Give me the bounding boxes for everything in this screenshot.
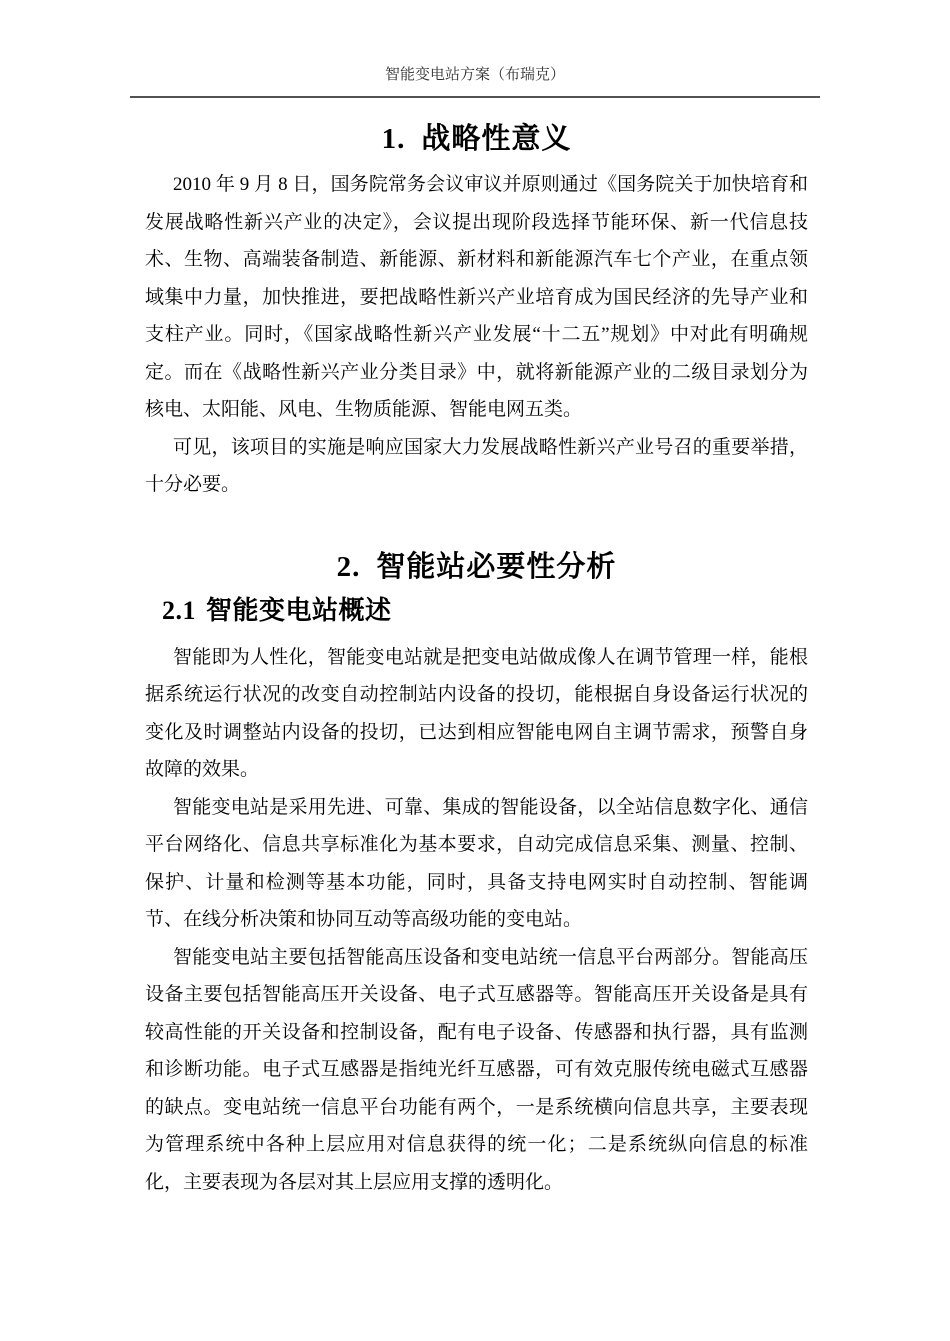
subsection-2-1-paragraph-1: 智能即为人性化，智能变电站就是把变电站做成像人在调节管理一样，能根据系统运行状况的改变自动控制站内设备的投切，能根据自身设备运行状况的变化及时调整站内设备的投切，已达到相应智能电网自主调节需求，预警自身故障的效果。 [145, 646, 808, 781]
subsection-2-1-title: 智能变电站概述 [206, 595, 392, 625]
section-1-heading [145, 123, 808, 156]
header-title: 智能变电站方案（布瑞克） [384, 67, 565, 83]
subsection-2-1-heading [162, 596, 808, 626]
section-2-heading [145, 551, 808, 584]
section-1-paragraph-1: 2010 年 9 月 8 日，国务院常务会议审议并原则通过《国务院关于加快培育和发展战略性新兴产业的决定》，会议提出现阶段选择节能环保、新一代信息技术、生物、高端装备制造、新能源、新材料和新能源汽车七个产业，在重点领域集中力量，加快推进，要把战略性新兴产业培育成为国民经济的先导产业和支柱产业。同时，《国家战略性新兴产业发展“十二五”规划》中对此有明确规定。而在《战略性新兴产业分类目录》中，就将新能源产业的二级目录划分为核电、太阳能、风电、生物质能源、智能电网五类。 [145, 174, 808, 421]
section-1-paragraph-2: 可见，该项目的实施是响应国家大力发展战略性新兴产业号召的重要举措，十分必要。 [145, 436, 808, 496]
section-1-number: 1. [381, 122, 406, 155]
section-2-number: 2. [336, 550, 361, 583]
subsection-2-1-paragraph-3: 智能变电站主要包括智能高压设备和变电站统一信息平台两部分。智能高压设备主要包括智能高压开关设备、电子式互感器等。智能高压开关设备是具有较高性能的开关设备和控制设备，配有电子设备、传感器和执行器，具有监测和诊断功能。电子式互感器是指纯光纤互感器，可有效克服传统电磁式互感器的缺点。变电站统一信息平台功能有两个，一是系统横向信息共享，主要表现为管理系统中各种上层应用对信息获得的统一化；二是系统纵向信息的标准化，主要表现为各层对其上层应用支撑的透明化。 [145, 946, 808, 1193]
page-header [130, 66, 820, 98]
section-2-title: 智能站必要性分析 [376, 550, 617, 583]
subsection-2-1-paragraph-2: 智能变电站是采用先进、可靠、集成的智能设备，以全站信息数字化、通信平台网络化、信息共享标准化为基本要求，自动完成信息采集、测量、控制、保护、计量和检测等基本功能，同时，具备支持电网实时自动控制、智能调节、在线分析决策和协同互动等高级功能的变电站。 [145, 796, 808, 931]
section-1-title: 战略性意义 [421, 122, 572, 155]
document-body [145, 123, 808, 1202]
subsection-2-1-number: 2.1 [162, 595, 196, 625]
